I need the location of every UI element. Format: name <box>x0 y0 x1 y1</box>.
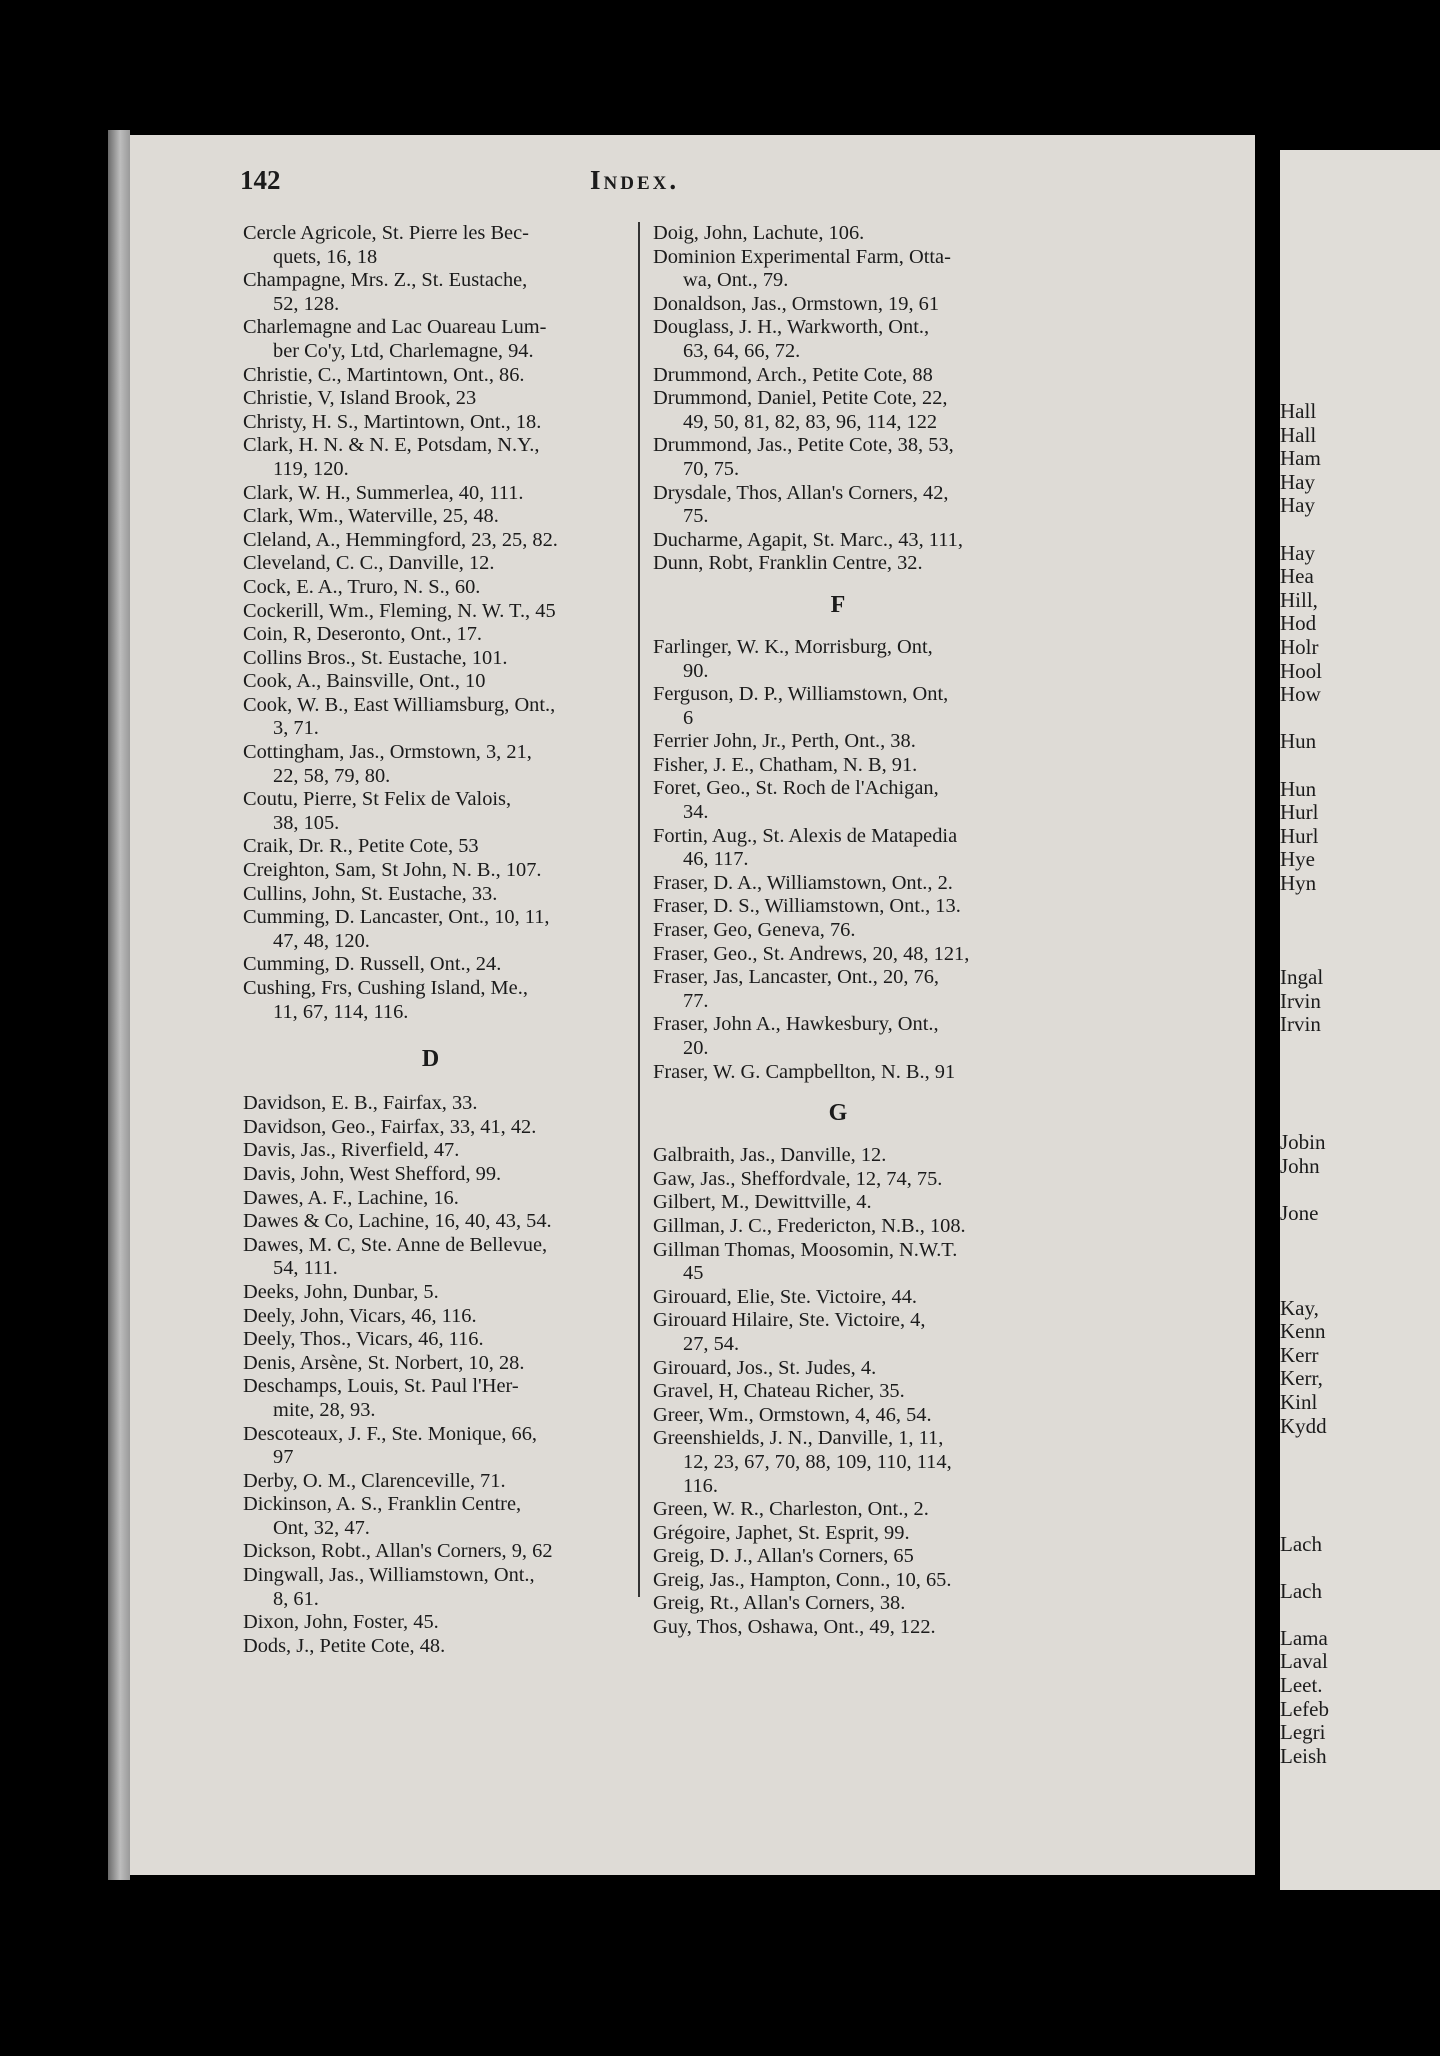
adjacent-page-entry-fragment: Irvin <box>1280 1012 1321 1037</box>
index-entry <box>243 411 618 435</box>
index-entry-line: Dixon, John, Foster, 45. <box>243 1611 439 1634</box>
index-entry <box>243 1281 618 1305</box>
index-entry <box>653 1545 1023 1569</box>
index-entry-line: Fraser, John A., Hawkesbury, Ont., <box>653 1013 939 1036</box>
index-entry-line: Deely, Thos., Vicars, 46, 116. <box>243 1328 484 1351</box>
adjacent-page-entry-fragment: Lefeb <box>1280 1696 1329 1721</box>
index-entry-line: Champagne, Mrs. Z., St. Eustache, <box>243 269 528 292</box>
index-entry <box>243 1375 618 1422</box>
index-entry <box>243 694 618 741</box>
adjacent-page-entry-fragment: Irvin <box>1280 988 1321 1013</box>
index-entry-line: Donaldson, Jas., Ormstown, 19, 61 <box>653 292 940 315</box>
index-entry-line: Cushing, Frs, Cushing Island, Me., <box>243 977 528 999</box>
index-entry <box>653 1191 1023 1215</box>
index-entry-line: Girouard, Elie, Ste. Victoire, 44. <box>653 1285 917 1308</box>
index-entry <box>243 670 618 694</box>
index-entry <box>653 222 1023 246</box>
index-entry <box>243 1139 618 1163</box>
index-entry <box>653 943 1023 967</box>
index-entry-line: Christie, C., Martintown, Ont., 86. <box>243 363 525 386</box>
index-entry-continuation: 119, 120. <box>273 457 349 480</box>
page-title: Index. <box>590 165 680 195</box>
index-entry <box>243 434 618 481</box>
index-entry <box>243 1564 618 1611</box>
adjacent-page-fragment <box>1280 150 1440 1890</box>
index-entry-line: Dominion Experimental Farm, Otta- <box>653 245 951 268</box>
index-entry-line: Dickson, Robt., Allan's Corners, 9, 62 <box>243 1540 553 1563</box>
adjacent-page-entry-fragment <box>1280 1462 1329 1486</box>
index-entry <box>243 1187 618 1211</box>
index-entry-line: Fortin, Aug., St. Alexis de Matapedia <box>653 824 958 847</box>
index-entry-continuation: 22, 58, 79, 80. <box>273 764 391 787</box>
index-entry-line: Davis, John, West Shefford, 99. <box>243 1162 502 1185</box>
index-entry-line: Davidson, Geo., Fairfax, 33, 41, 42. <box>243 1115 537 1138</box>
index-entry-line: Deschamps, Louis, St. Paul l'Her- <box>243 1375 519 1398</box>
index-entry-line: Collins Bros., St. Eustache, 101. <box>243 646 508 669</box>
adjacent-page-entry-fragment: Legri <box>1280 1720 1326 1745</box>
adjacent-page-entry-fragment: Lach <box>1280 1578 1322 1603</box>
adjacent-page-entry-fragment <box>1280 919 1329 943</box>
adjacent-page-entry-fragment: Hool <box>1280 658 1322 683</box>
index-entry <box>243 552 618 576</box>
index-entry <box>653 1309 1023 1356</box>
adjacent-page-entry-fragment: Hyn <box>1280 870 1317 895</box>
section-heading-f: F <box>830 591 846 618</box>
index-entry-line: Charlemagne and Lac Ouareau Lum- <box>243 316 547 339</box>
index-entry-line: Fraser, D. A., Williamstown, Ont., 2. <box>653 871 953 894</box>
adjacent-page-entry-fragment: Hye <box>1280 847 1315 872</box>
index-entry-line: Greig, D. J., Allan's Corners, 65 <box>653 1545 914 1568</box>
adjacent-page-entry-fragment: Laval <box>1280 1649 1328 1674</box>
index-entry-continuation: quets, 16, 18 <box>273 245 378 268</box>
adjacent-page-entry-fragment: Lach <box>1280 1531 1322 1556</box>
index-entry <box>243 883 618 907</box>
index-entry <box>653 1215 1023 1239</box>
index-entry-line: Drummond, Jas., Petite Cote, 38, 53, <box>653 434 954 457</box>
index-entry-continuation: 45 <box>683 1262 704 1285</box>
adjacent-page-entry-fragment: Leish <box>1280 1743 1327 1768</box>
index-entry <box>653 872 1023 896</box>
index-entry-continuation: 11, 67, 114, 116. <box>273 1000 409 1023</box>
index-entry <box>243 1092 618 1116</box>
adjacent-page-entry-fragment <box>1280 754 1329 778</box>
index-entry-line: Cleveland, C. C., Danville, 12. <box>243 552 495 575</box>
index-entry-continuation: wa, Ont., 79. <box>683 269 789 292</box>
adjacent-page-entry-fragment: Kenn <box>1280 1319 1326 1344</box>
adjacent-page-entry-fragment: Kydd <box>1280 1413 1327 1438</box>
index-entry <box>653 1569 1023 1593</box>
adjacent-page-entry-fragment: Hall <box>1280 422 1317 447</box>
index-entry-line: Deely, John, Vicars, 46, 116. <box>243 1304 477 1327</box>
page-number: 142 <box>240 165 281 195</box>
index-entry <box>243 269 618 316</box>
index-entry-line: Cook, A., Bainsville, Ont., 10 <box>243 670 486 693</box>
column-divider <box>638 222 640 1597</box>
index-entry-line: Gillman, J. C., Fredericton, N.B., 108. <box>653 1214 966 1237</box>
index-entry-line: Derby, O. M., Clarenceville, 71. <box>243 1469 506 1492</box>
adjacent-page-entry-fragment: Hill, <box>1280 587 1318 612</box>
index-entry-continuation: 49, 50, 81, 82, 83, 96, 114, 122 <box>683 410 938 433</box>
index-entry <box>653 754 1023 778</box>
index-entry-continuation: 63, 64, 66, 72. <box>683 339 801 362</box>
index-entry-line: Fisher, J. E., Chatham, N. B, 91. <box>653 753 918 776</box>
adjacent-page-entry-fragment <box>1280 1438 1329 1462</box>
index-entry <box>653 1592 1023 1616</box>
index-entry-continuation: 77. <box>683 989 709 1012</box>
adjacent-page-entry-fragment <box>1280 1273 1329 1297</box>
index-section-g <box>653 1144 1023 1639</box>
index-entry-continuation: 34. <box>683 801 709 824</box>
index-entry <box>653 895 1023 919</box>
index-entry-line: Cockerill, Wm., Fleming, N. W. T., 45 <box>243 599 556 622</box>
index-entry <box>243 859 618 883</box>
adjacent-page-entry-fragment: Hea <box>1280 564 1314 589</box>
index-entry <box>653 434 1023 481</box>
index-entry <box>653 293 1023 317</box>
index-entry <box>653 683 1023 730</box>
index-entry-continuation: 70, 75. <box>683 457 740 480</box>
adjacent-page-entry-fragment: Jobin <box>1280 1130 1326 1155</box>
adjacent-page-entries <box>1280 400 1329 1768</box>
section-heading-g: G <box>828 1100 848 1127</box>
index-entry-continuation: 6 <box>683 706 694 729</box>
section-heading-d: D <box>421 1046 440 1073</box>
index-entry-line: Craik, Dr. R., Petite Cote, 53 <box>243 835 479 858</box>
index-entry <box>243 505 618 529</box>
index-entry-line: Dickinson, A. S., Franklin Centre, <box>243 1493 522 1516</box>
index-entry <box>243 647 618 671</box>
index-entry-line: Cottingham, Jas., Ormstown, 3, 21, <box>243 741 532 764</box>
index-entry <box>243 1423 618 1470</box>
index-entry <box>243 741 618 788</box>
index-entry-continuation: mite, 28, 93. <box>273 1398 376 1421</box>
index-entry <box>243 222 618 269</box>
index-entry-continuation: 54, 111. <box>273 1257 338 1280</box>
index-entry-continuation: 8, 61. <box>273 1587 319 1610</box>
index-entry-line: Coin, R, Deseronto, Ont., 17. <box>243 623 483 646</box>
index-entry <box>653 1168 1023 1192</box>
index-entry-line: Coutu, Pierre, St Felix de Valois, <box>243 788 512 811</box>
index-entry-line: Clark, H. N. & N. E, Potsdam, N.Y., <box>243 434 540 457</box>
index-entry-line: Ferrier John, Jr., Perth, Ont., 38. <box>653 730 916 753</box>
index-entry-line: Cumming, D. Russell, Ont., 24. <box>243 953 502 976</box>
index-entry <box>653 1061 1023 1085</box>
index-entry-line: Green, W. R., Charleston, Ont., 2. <box>653 1498 929 1521</box>
index-entry-line: Fraser, Geo, Geneva, 76. <box>653 919 856 942</box>
index-entry <box>243 576 618 600</box>
index-entry <box>653 1404 1023 1428</box>
index-entry <box>653 1616 1023 1640</box>
index-entry <box>243 623 618 647</box>
index-entry <box>653 387 1023 434</box>
index-entry-line: Drysdale, Thos, Allan's Corners, 42, <box>653 481 949 504</box>
index-entry-line: Guy, Thos, Oshawa, Ont., 49, 122. <box>653 1616 936 1639</box>
adjacent-page-entry-fragment <box>1280 707 1329 731</box>
adjacent-page-entry-fragment: Hurl <box>1280 823 1319 848</box>
adjacent-page-entry-fragment <box>1280 518 1329 542</box>
index-entry-continuation: 12, 23, 67, 70, 88, 109, 110, 114, <box>683 1450 952 1473</box>
index-entry-line: Denis, Arsène, St. Norbert, 10, 28. <box>243 1351 525 1374</box>
adjacent-page-entry-fragment: Kerr <box>1280 1342 1319 1367</box>
index-entry-line: Fraser, W. G. Campbellton, N. B., 91 <box>653 1060 956 1083</box>
adjacent-page-entry-fragment: Hurl <box>1280 800 1319 825</box>
index-entry-line: Girouard, Jos., St. Judes, 4. <box>653 1356 877 1379</box>
adjacent-page-entry-fragment <box>1280 1556 1329 1580</box>
index-entry-line: Dingwall, Jas., Williamstown, Ont., <box>243 1564 535 1587</box>
index-entry-continuation: 47, 48, 120. <box>273 929 370 952</box>
adjacent-page-entry-fragment: Lama <box>1280 1625 1328 1650</box>
index-entry <box>653 825 1023 872</box>
index-entry-line: Doig, John, Lachute, 106. <box>653 222 865 244</box>
index-entry-line: Greig, Rt., Allan's Corners, 38. <box>653 1592 906 1615</box>
adjacent-page-entry-fragment: Kay, <box>1280 1295 1319 1320</box>
index-entry-line: Douglass, J. H., Warkworth, Ont., <box>653 316 930 339</box>
adjacent-page-entry-fragment <box>1280 1037 1329 1061</box>
index-entry <box>243 1234 618 1281</box>
index-entry-line: Greer, Wm., Ormstown, 4, 46, 54. <box>653 1403 932 1426</box>
index-entry-line: Grégoire, Japhet, St. Esprit, 99. <box>653 1521 910 1544</box>
adjacent-page-entry-fragment: Hall <box>1280 399 1317 423</box>
index-entry-line: Foret, Geo., St. Roch de l'Achigan, <box>653 777 939 800</box>
adjacent-page-entry-fragment: Ham <box>1280 446 1321 471</box>
index-entry-continuation: 52, 128. <box>273 292 340 315</box>
adjacent-page-entry-fragment <box>1280 1084 1329 1108</box>
index-entry <box>653 1013 1023 1060</box>
index-entry-line: Cook, W. B., East Williamsburg, Ont., <box>243 693 556 716</box>
book-spine-edge <box>108 130 130 1880</box>
index-entry <box>243 1163 618 1187</box>
index-column-left <box>243 222 618 1658</box>
index-entry <box>653 919 1023 943</box>
adjacent-page-entry-fragment <box>1280 1249 1329 1273</box>
index-entry-line: Clark, W. H., Summerlea, 40, 111. <box>243 481 524 504</box>
index-entry-line: Dunn, Robt, Franklin Centre, 32. <box>653 552 923 575</box>
index-entry <box>653 777 1023 824</box>
index-entry-line: Davidson, E. B., Fairfax, 33. <box>243 1092 478 1115</box>
index-entry-line: Fraser, Geo., St. Andrews, 20, 48, 121, <box>653 942 970 965</box>
index-entry <box>243 1493 618 1540</box>
index-entry <box>653 730 1023 754</box>
adjacent-page-entry-fragment <box>1280 895 1329 919</box>
index-section-d-continued <box>653 222 1023 576</box>
adjacent-page-entry-fragment <box>1280 1485 1329 1509</box>
adjacent-page-entry-fragment: Holr <box>1280 634 1319 659</box>
index-entry <box>243 788 618 835</box>
adjacent-page-entry-fragment: Hun <box>1280 776 1317 801</box>
index-entry-line: Girouard Hilaire, Ste. Victoire, 4, <box>653 1309 926 1332</box>
index-entry-continuation: 38, 105. <box>273 811 340 834</box>
index-entry-continuation: 3, 71. <box>273 717 319 740</box>
index-entry-line: Fraser, Jas, Lancaster, Ont., 20, 76, <box>653 966 940 989</box>
index-entry-continuation: 46, 117. <box>683 848 749 871</box>
index-entry <box>243 953 618 977</box>
adjacent-page-entry-fragment <box>1280 1108 1329 1132</box>
index-entry-line: Creighton, Sam, St John, N. B., 107. <box>243 859 542 882</box>
adjacent-page-entry-fragment: Leet. <box>1280 1673 1323 1698</box>
index-entry-line: Greenshields, J. N., Danville, 1, 11, <box>653 1427 944 1450</box>
adjacent-page-entry-fragment: Hay <box>1280 493 1315 518</box>
index-entry <box>653 966 1023 1013</box>
index-entry <box>243 364 618 388</box>
index-entry <box>243 1116 618 1140</box>
index-entry-line: Gaw, Jas., Sheffordvale, 12, 74, 75. <box>653 1167 943 1190</box>
adjacent-page-entry-fragment <box>1280 943 1329 967</box>
index-entry-line: Dawes & Co, Lachine, 16, 40, 43, 54. <box>243 1210 552 1233</box>
index-entry <box>243 482 618 506</box>
index-entry <box>243 600 618 624</box>
index-entry <box>653 364 1023 388</box>
index-entry-continuation: ber Co'y, Ltd, Charlemagne, 94. <box>273 339 534 362</box>
index-entry <box>243 387 618 411</box>
index-section-c <box>243 222 618 1024</box>
adjacent-page-entry-fragment <box>1280 1179 1329 1203</box>
index-entry <box>653 552 1023 576</box>
index-entry-line: Fraser, D. S., Williamstown, Ont., 13. <box>653 895 961 918</box>
index-entry-line: Ferguson, D. P., Williamstown, Ont, <box>653 683 949 706</box>
index-entry <box>653 246 1023 293</box>
index-entry-line: Gilbert, M., Dewittville, 4. <box>653 1191 872 1214</box>
index-entry-continuation: 75. <box>683 505 709 528</box>
index-entry-line: Cercle Agricole, St. Pierre les Bec- <box>243 222 529 244</box>
index-entry-line: Greig, Jas., Hampton, Conn., 10, 65. <box>653 1568 952 1591</box>
adjacent-page-entry-fragment: Kerr, <box>1280 1366 1323 1391</box>
index-entry-line: Cock, E. A., Truro, N. S., 60. <box>243 575 481 598</box>
index-entry <box>243 1611 618 1635</box>
index-entry <box>653 316 1023 363</box>
index-entry-line: Cullins, John, St. Eustache, 33. <box>243 882 498 905</box>
index-entry <box>243 1352 618 1376</box>
index-entry <box>653 1427 1023 1498</box>
index-entry-line: Dawes, A. F., Lachine, 16. <box>243 1186 459 1209</box>
index-entry <box>243 835 618 859</box>
index-entry <box>653 1286 1023 1310</box>
index-entry-line: Drummond, Daniel, Petite Cote, 22, <box>653 387 948 410</box>
adjacent-page-entry-fragment <box>1280 1226 1329 1250</box>
index-entry <box>243 977 618 1024</box>
index-entry-line: Dawes, M. C, Ste. Anne de Bellevue, <box>243 1233 548 1256</box>
index-entry <box>653 1380 1023 1404</box>
adjacent-page-entry-fragment: John <box>1280 1154 1320 1178</box>
index-entry <box>243 1328 618 1352</box>
index-entry <box>653 1239 1023 1286</box>
index-entry <box>243 906 618 953</box>
adjacent-page-entry-fragment: Hod <box>1280 611 1317 636</box>
index-entry <box>243 529 618 553</box>
index-entry-line: Cumming, D. Lancaster, Ont., 10, 11, <box>243 906 550 929</box>
index-entry-line: Christy, H. S., Martintown, Ont., 18. <box>243 410 542 433</box>
index-entry <box>243 1305 618 1329</box>
index-entry-line: Gillman Thomas, Moosomin, N.W.T. <box>653 1238 958 1261</box>
index-entry <box>243 1540 618 1564</box>
index-entry-line: Deeks, John, Dunbar, 5. <box>243 1280 439 1303</box>
index-entry-continuation: 20. <box>683 1037 709 1059</box>
index-entry-line: Farlinger, W. K., Morrisburg, Ont, <box>653 635 933 658</box>
index-entry-line: Descoteaux, J. F., Ste. Monique, 66, <box>243 1422 538 1445</box>
adjacent-page-entry-fragment <box>1280 1509 1329 1533</box>
index-entry-continuation: 97 <box>273 1446 294 1469</box>
index-entry-line: Ducharme, Agapit, St. Marc., 43, 111, <box>653 528 963 551</box>
index-entry-line: Dods, J., Petite Cote, 48. <box>243 1634 446 1657</box>
index-entry <box>653 636 1023 683</box>
adjacent-page-entry-fragment <box>1280 1061 1329 1085</box>
index-entry <box>243 1470 618 1494</box>
index-entry <box>653 1498 1023 1522</box>
index-entry-continuation: 116. <box>683 1474 718 1497</box>
adjacent-page-entry-fragment: Jone <box>1280 1201 1319 1226</box>
index-entry-continuation: Ont, 32, 47. <box>273 1516 370 1539</box>
index-column-right <box>653 222 1023 1640</box>
index-entry <box>653 1522 1023 1546</box>
adjacent-page-entry-fragment: Hay <box>1280 469 1315 494</box>
index-entry-line: Gravel, H, Chateau Richer, 35. <box>653 1380 905 1403</box>
index-entry <box>653 1144 1023 1168</box>
index-entry <box>243 316 618 363</box>
index-entry <box>653 1357 1023 1381</box>
adjacent-page-entry-fragment: Hun <box>1280 729 1317 754</box>
index-entry-line: Davis, Jas., Riverfield, 47. <box>243 1139 460 1162</box>
adjacent-page-entry-fragment: Hay <box>1280 540 1315 565</box>
index-entry-line: Clark, Wm., Waterville, 25, 48. <box>243 505 499 528</box>
index-entry <box>653 482 1023 529</box>
index-entry-line: Galbraith, Jas., Danville, 12. <box>653 1144 887 1167</box>
adjacent-page-entry-fragment <box>1280 1603 1329 1627</box>
index-entry <box>653 529 1023 553</box>
adjacent-page-entry-fragment: Kinl <box>1280 1389 1318 1414</box>
index-entry-line: Cleland, A., Hemmingford, 23, 25, 82. <box>243 528 558 551</box>
index-entry-continuation: 90. <box>683 659 709 682</box>
adjacent-page-entry-fragment: Ingal <box>1280 965 1324 990</box>
index-entry <box>243 1635 618 1659</box>
index-section-f <box>653 636 1023 1084</box>
index-entry <box>243 1210 618 1234</box>
index-section-d <box>243 1092 618 1658</box>
adjacent-page-entry-fragment: How <box>1280 682 1321 707</box>
index-entry-line: Christie, V, Island Brook, 23 <box>243 387 477 410</box>
index-entry-line: Drummond, Arch., Petite Cote, 88 <box>653 363 933 386</box>
index-entry-continuation: 27, 54. <box>683 1332 740 1355</box>
